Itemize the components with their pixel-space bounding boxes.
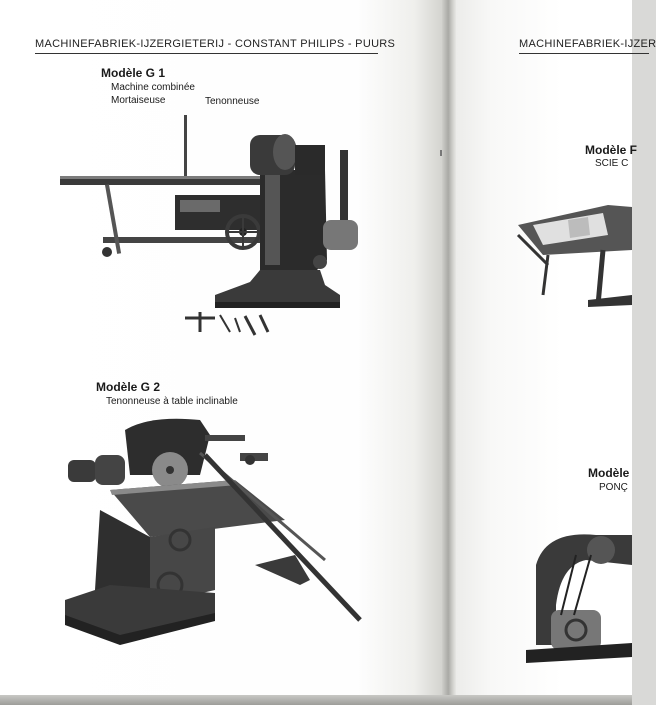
header-rule-right <box>519 53 649 54</box>
running-header: MACHINEFABRIEK-IJZERGIETERIJ - CONSTANT PHILIPS - PUURS <box>35 38 396 50</box>
header-rule <box>35 53 378 54</box>
machine-f-photo <box>508 195 632 315</box>
model-g1-line-2: Mortaiseuse <box>111 95 166 106</box>
machine-sander-photo <box>516 525 632 670</box>
model-g2-line-1: Tenonneuse à table inclinable <box>106 396 238 407</box>
model-sander-line-1: PONÇ <box>599 482 628 493</box>
model-g1-title: Modèle G 1 <box>101 66 166 80</box>
right-page <box>456 0 656 705</box>
model-f-line-1: SCIE C <box>595 158 629 169</box>
machine-g2-photo <box>50 415 365 655</box>
running-header-right: MACHINEFABRIEK-IJZER <box>519 38 656 50</box>
model-g2-title: Modèle G 2 <box>96 380 161 394</box>
machine-g1-photo <box>55 110 355 355</box>
model-f-title: Modèle F <box>585 143 638 157</box>
book-gutter <box>442 0 456 705</box>
model-sander-title: Modèle <box>588 466 630 480</box>
model-g1-line-1: Machine combinée <box>111 82 195 93</box>
model-g1-line-3: Tenonneuse <box>205 96 260 107</box>
scan-bottom-edge <box>0 695 632 705</box>
